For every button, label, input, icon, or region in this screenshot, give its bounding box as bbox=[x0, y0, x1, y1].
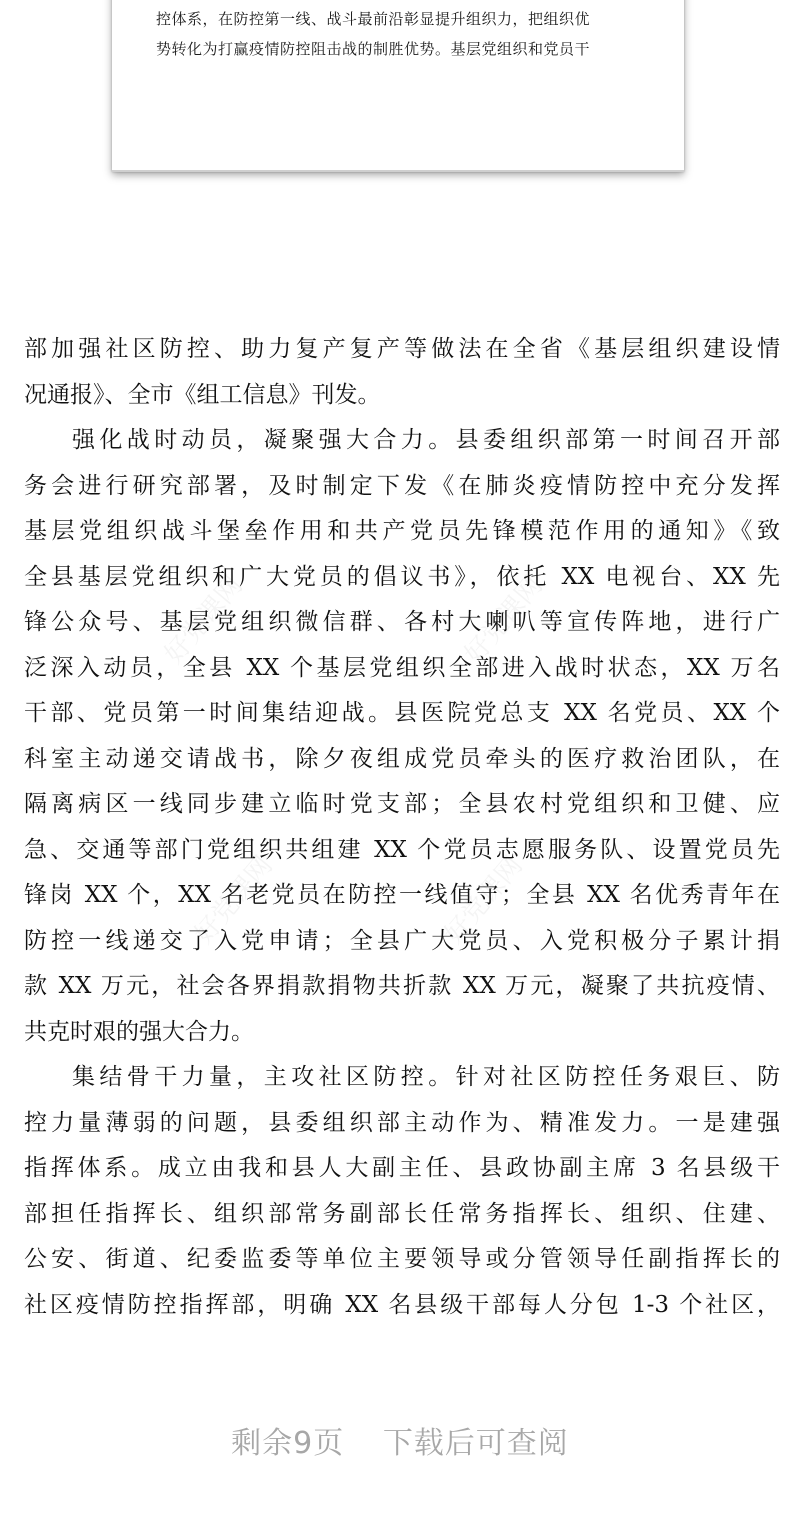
remaining-pages-prompt[interactable] bbox=[0, 1418, 800, 1462]
article-line: 况通报》、全市《组工信息》刊发。 bbox=[24, 381, 381, 408]
article-line: 集结骨干力量，主攻社区防控。针对社区防控任务艰巨、防 bbox=[72, 1064, 780, 1090]
article-line: 共克时艰的强大合力。 bbox=[24, 1018, 254, 1045]
article-line: 防控一线递交了入党申请；全县广大党员、入党积极分子累计捐 bbox=[24, 927, 780, 954]
preview-page-text bbox=[156, 4, 646, 64]
remaining-pages-count: 剩余9页 bbox=[231, 1426, 345, 1461]
preview-line: 势转化为打赢疫情防控阻击战的制胜优势。基层党组织和党员干 bbox=[156, 40, 591, 58]
article-line: 款 XX 万元，社会各界捐款捐物共折款 XX 万元，凝聚了共抗疫情、 bbox=[24, 973, 780, 999]
download-to-view-link[interactable]: 下载后可查阅 bbox=[382, 1426, 569, 1461]
article-body bbox=[24, 327, 780, 1328]
watermark: 好党课网 bbox=[189, 850, 279, 950]
preview-page-card bbox=[112, 0, 684, 172]
article-line: 锋公众号、基层党组织微信群、各村大喇叭等宣传阵地，进行广 bbox=[24, 609, 780, 635]
article-line: 隔离病区一线同步建立临时党支部；全县农村党组织和卫健、应 bbox=[24, 791, 780, 817]
preview-line: 控体系，在防控第一线、战斗最前沿彰显提升组织力，把组织优 bbox=[156, 10, 591, 28]
article-line: 务会进行研究部署，及时制定下发《在肺炎疫情防控中充分发挥 bbox=[24, 472, 780, 499]
article-line: 科室主动递交请战书，除夕夜组成党员牵头的医疗救治团队，在 bbox=[24, 745, 780, 772]
article-line: 公安、街道、纪委监委等单位主要领导或分管领导任副指挥长的 bbox=[24, 1246, 780, 1272]
article-line: 干部、党员第一时间集结迎战。县医院党总支 XX 名党员、XX 个 bbox=[24, 700, 780, 726]
article-line: 基层党组织战斗堡垒作用和共产党员先锋模范作用的通知》《致 bbox=[24, 518, 780, 544]
article-line: 急、交通等部门党组织共组建 XX 个党员志愿服务队、设置党员先 bbox=[24, 836, 780, 863]
watermark: 好党课网 bbox=[439, 850, 529, 950]
watermark: 好党课网 bbox=[159, 570, 249, 670]
watermark: 好党课网 bbox=[459, 570, 549, 670]
article-line: 指挥体系。成立由我和县人大副主任、县政协副主席 3 名县级干 bbox=[24, 1155, 780, 1181]
article-line: 社区疫情防控指挥部，明确 XX 名县级干部每人分包 1-3 个社区， bbox=[24, 1291, 780, 1318]
article-line: 控力量薄弱的问题，县委组织部主动作为、精准发力。一是建强 bbox=[24, 1109, 780, 1136]
article-line: 全县基层党组织和广大党员的倡议书》，依托 XX 电视台、XX 先 bbox=[24, 563, 780, 590]
article-line: 锋岗 XX 个，XX 名老党员在防控一线值守；全县 XX 名优秀青年在 bbox=[24, 882, 780, 908]
article-line: 泛深入动员，全县 XX 个基层党组织全部进入战时状态，XX 万名 bbox=[24, 654, 780, 681]
article-line: 部担任指挥长、组织部常务副部长任常务指挥长、组织、住建、 bbox=[24, 1200, 780, 1227]
article-line: 部加强社区防控、助力复产复产等做法在全省《基层组织建设情 bbox=[24, 336, 780, 362]
article-line: 强化战时动员，凝聚强大合力。县委组织部第一时间召开部 bbox=[72, 427, 780, 453]
